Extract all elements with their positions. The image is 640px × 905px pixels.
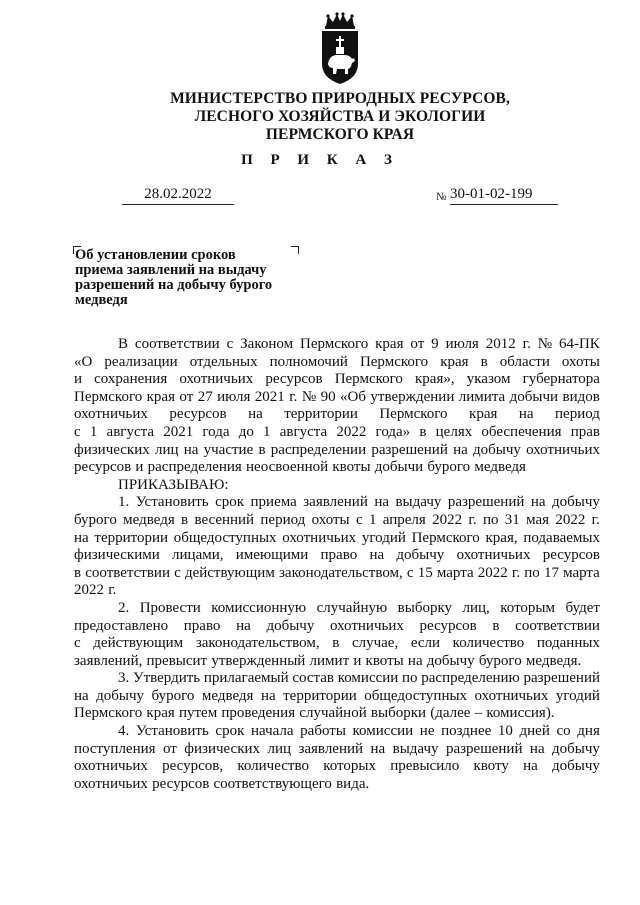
text-line: предоставлено право на добычу охотничьих ресурсов в соответствии	[74, 617, 600, 634]
text-line: 3. Утвердить прилагаемый состав комиссии по распределению разрешений	[118, 670, 600, 687]
text-line: с 1 августа 2021 года до 1 августа 2022 года» в целях обеспечения прав	[74, 423, 600, 440]
text-line: поступления от физических лиц заявлений на выдачу разрешений на добычу	[74, 740, 600, 757]
order-number: 30-01-02-199	[450, 186, 558, 205]
text-line: охотничьих ресурсов на территории Пермского края на период	[74, 406, 600, 423]
text-line: Пермского края путем проведения случайной выборки (далее – комиссия).	[74, 705, 555, 722]
text-line: Пермского края от 27 июля 2021 г. № 90 «Об утверждении лимита добычи видов	[74, 388, 600, 405]
subject-line: Об установлении сроков	[75, 247, 236, 263]
text-line: бурого медведя в весенний период охоты с 1 апреля 2022 г. по 31 мая 2022 г.	[74, 511, 600, 528]
text-line: 4. Установить срок начала работы комиссии не позднее 10 дней со дня	[118, 723, 600, 740]
paragraph	[74, 494, 600, 600]
number-sign: №	[436, 191, 447, 203]
document-type-title: П Р И К А З	[241, 152, 399, 168]
paragraph	[74, 670, 600, 723]
ministry-line: МИНИСТЕРСТВО ПРИРОДНЫХ РЕСУРСОВ,	[170, 90, 510, 107]
text-line: на добычу бурого медведя на территории общедоступных охотничьих угодий	[74, 687, 600, 704]
text-line: на территории общедоступных охотничьих угодий Пермского края, подаваемых	[74, 529, 600, 546]
paragraph	[74, 723, 600, 793]
text-line: в соответствии с действующим законодательством, с 15 марта 2022 г. по 17 марта	[74, 564, 600, 581]
subject-line: разрешений на добычу бурого	[75, 277, 273, 293]
ministry-line: ЛЕСНОГО ХОЗЯЙСТВА И ЭКОЛОГИИ	[194, 108, 486, 125]
text-line: охотничьих ресурсов соответствующего вида.	[74, 775, 370, 792]
text-line: охотничьих ресурсов, количество которых превысило квоту на добычу	[74, 758, 600, 775]
text-line: с действующим законодательством, в случае, если количество поданных	[74, 635, 600, 652]
text-line: и сохранения охотничьих ресурсов Пермского края», указом губернатора	[74, 371, 600, 388]
decree-word	[74, 477, 600, 495]
perm-krai-coat-of-arms-icon	[318, 12, 362, 86]
ministry-name	[90, 90, 590, 144]
text-line: «О реализации отдельных полномочий Пермского края в области охоты	[74, 353, 600, 370]
ministry-line: ПЕРМСКОГО КРАЯ	[265, 126, 415, 143]
text-line: 2022 г.	[74, 582, 117, 599]
order-body	[74, 336, 600, 793]
text-line: заявлений, превысит утвержденный лимит и квоты на добычу бурого медведя.	[74, 652, 582, 669]
text-line: ПРИКАЗЫВАЮ:	[118, 476, 229, 493]
text-line: 1. Установить срок приема заявлений на выдачу разрешений на добычу	[118, 494, 600, 511]
text-line: физических лиц на участие в распределении разрешений на добычу охотничьих	[74, 441, 600, 458]
text-line: физическими лицами, имеющими право на добычу охотничьих ресурсов	[74, 547, 600, 564]
text-line: 2. Провести комиссионную случайную выборку лиц, которым будет	[118, 599, 600, 616]
order-subject	[75, 248, 305, 308]
order-date: 28.02.2022	[122, 186, 234, 205]
text-line: ресурсов и распределения неосвоенной квоты добычи бурого медведя	[74, 459, 526, 476]
paragraph	[74, 600, 600, 670]
subject-line: медведя	[75, 292, 128, 308]
text-line: В соответствии с Законом Пермского края от 9 июля 2012 г. № 64-ПК	[118, 336, 600, 352]
subject-line: приема заявлений на выдачу	[75, 262, 267, 278]
paragraph	[74, 336, 600, 477]
